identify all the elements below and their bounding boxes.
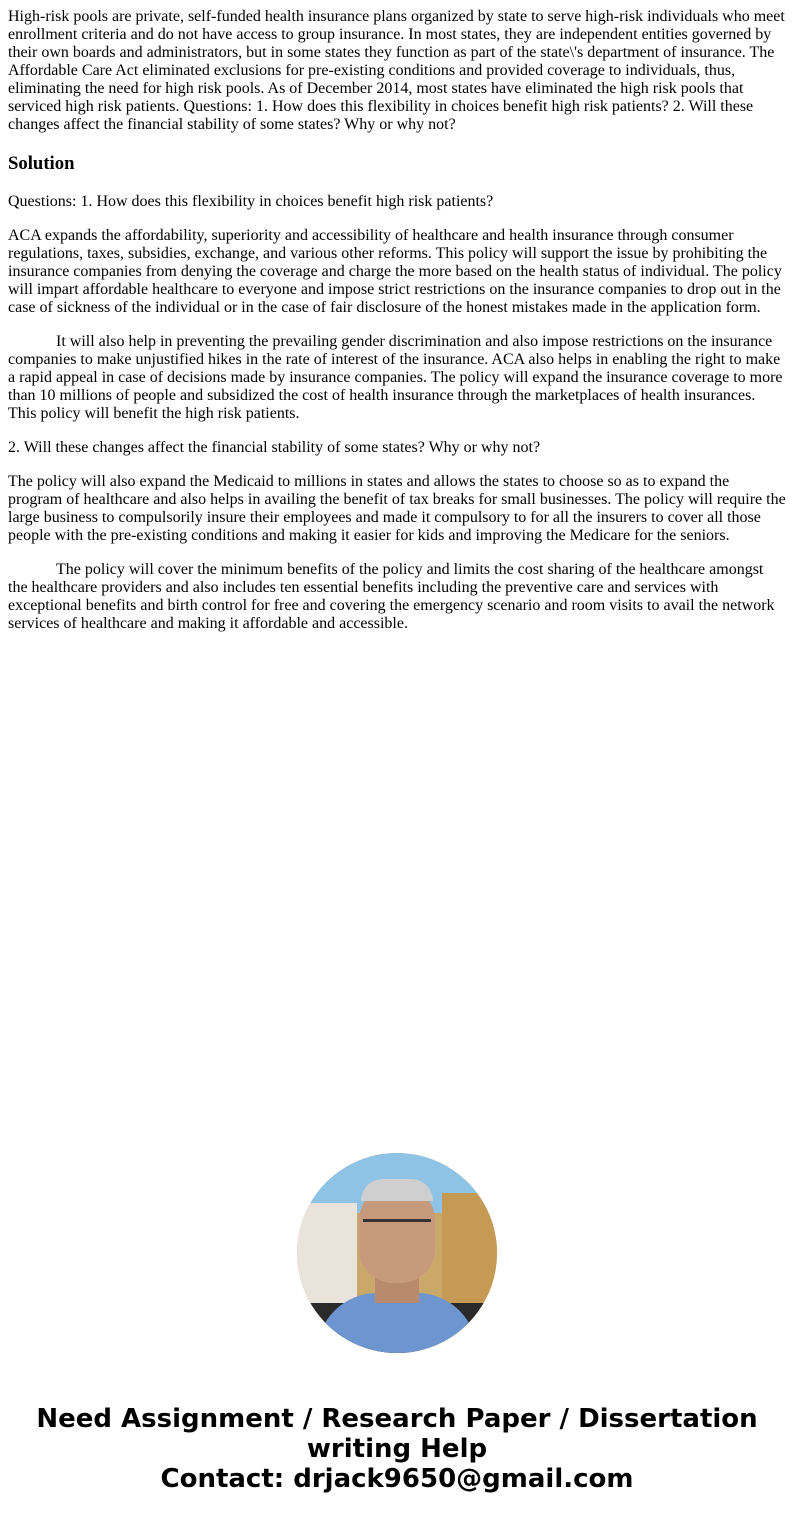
- answer-paragraph: ACA expands the affordability, superiority and accessibility of healthcare and health insurance through consumer regulations, taxes, subsidies, exchange, and various other reforms. This policy will support the issue by prohibiting the insurance companies from denying the coverage and charge the more based on the health status of individual. The policy will impart affordable healthcare to everyone and impose strict restrictions on the insurance companies to drop out in the case of sickness of the individual or in the case of fair disclosure of the honest mistakes made in the application form.: [8, 227, 782, 316]
- help-text: Need Assignment / Research Paper / Dissertation writing Help: [36, 1404, 758, 1464]
- solution-heading: Solution: [8, 153, 75, 174]
- contact-email: Contact: drjack9650@gmail.com: [160, 1464, 634, 1494]
- answer-paragraph: It will also help in preventing the prevailing gender discrimination and also impose restrictions on the insurance companies to make unjustified hikes in the rate of interest of the insurance. ACA also helps in enabling the right to make a rapid appeal in case of decisions made by insurance companies. The policy will expand the insurance coverage to more than 10 millions of people and subsidized the cost of health insurance through the marketplaces of health insurances. This policy will benefit the high risk patients.: [8, 333, 783, 422]
- question-text: High-risk pools are private, self-funded health insurance plans organized by state to serve high-risk individuals who meet enrollment criteria and do not have access to group insurance. In most states, they are independent entities governed by their own boards and administrators, but in some states they function as part of the state\'s department of insurance. The Affordable Care Act eliminated exclusions for pre-existing conditions and provided coverage to individuals, thus, eliminating the need for high risk pools. As of December 2014, most states have eliminated the high risk pools that serviced high risk patients. Questions: 1. How does this flexibility in choices benefit high risk patients? 2. Will these changes affect the financial stability of some states? Why or why not?: [8, 8, 785, 133]
- contact-banner: [0, 1404, 794, 1494]
- answer-paragraph: The policy will cover the minimum benefits of the policy and limits the cost sharing of the healthcare amongst the healthcare providers and also includes ten essential benefits including the preventive care and services with exceptional benefits and birth control for free and covering the emergency scenario and room visits to avail the network services of healthcare and making it affordable and accessible.: [8, 561, 775, 632]
- author-photo: [297, 1153, 497, 1353]
- question-2-label: 2. Will these changes affect the financial stability of some states? Why or why not?: [8, 439, 541, 456]
- document-body: [0, 0, 794, 633]
- answer-paragraph: The policy will also expand the Medicaid to millions in states and allows the states to choose so as to expand the program of healthcare and also helps in availing the benefit of tax breaks for small businesses. The policy will require the large business to compulsorily insure their employees and made it compulsory to for all the insurers to cover all those people with the pre-existing conditions and making it easier for kids and improving the Medicare for the seniors.: [8, 473, 786, 544]
- question-1-label: Questions: 1. How does this flexibility in choices benefit high risk patients?: [8, 193, 494, 210]
